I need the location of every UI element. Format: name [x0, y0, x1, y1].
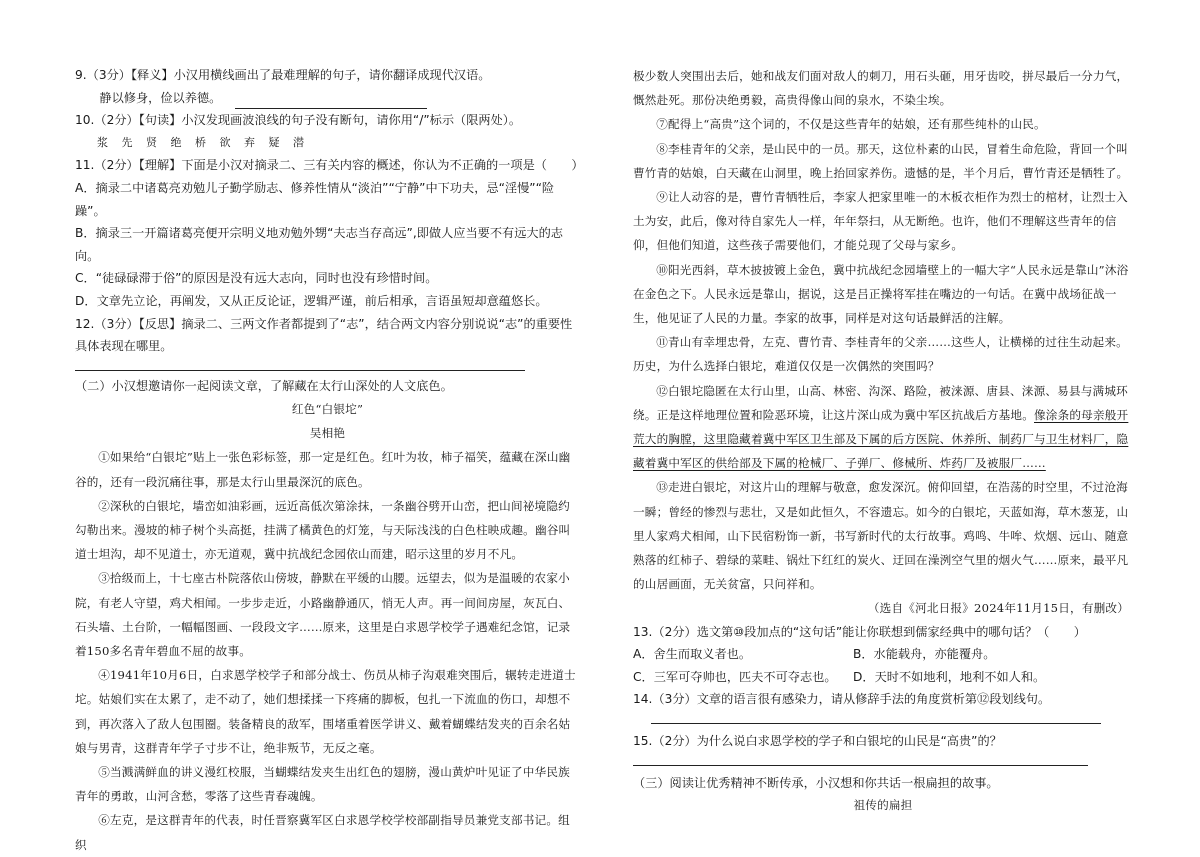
answer-line[interactable] [235, 96, 427, 109]
left-column [75, 64, 584, 857]
right-column [633, 64, 1133, 816]
paragraph-10: ⑩阳光西斜，草木披披镀上金色，冀中抗战纪念园墙壁上的一幅大字“人民永远是靠山”沐浴在金色之下。人民永远是靠山，据说，这是吕正操将军挂在嘴边的一句话。在冀中战场征战一生，他见证了人民的力量。李家的故事，同样是对这句话最鲜活的注解。 [633, 262, 1129, 326]
section-3-intro: （三）阅读让优秀精神不断传承，小汉想和你共话一根扁担的故事。 [633, 775, 999, 790]
article-author: 吴相艳 [309, 426, 346, 441]
question-11-option-d: D．文章先立论，再阐发，又从正反论证，逻辑严谨，前后相承，言语虽短却意蕴悠长。 [75, 293, 548, 308]
paragraph-6: ⑥左克，是这群青年的代表，时任晋察冀军区白求恩学校学校部副指导员兼党支部书记。组织 [75, 813, 570, 852]
question-10: 10.（2分）【句读】小汉发现画波浪线的句子没有断句，请你用“/”标示（限两处）。 [75, 113, 522, 128]
paragraph-6-continued: 极少数人突围出去后，她和战友们面对敌人的刺刀，用石头砸，用牙齿咬，拼尽最后一分力气，慨然赴死。那份决绝勇毅，高贵得像山间的泉水，不染尘埃。 [633, 69, 1129, 108]
answer-line[interactable] [75, 370, 525, 371]
question-12: 12.（3分）【反思】摘录二、三两文作者都提到了“志”，结合两文内容分别说说“志”的重要性具体表现在哪里。 [75, 316, 573, 354]
source-note: （选自《河北日报》2024年11月15日，有删改） [867, 601, 1129, 616]
paragraph-3: ③拾级而上，十七座古朴院落依山傍坡，静默在平缓的山腰。远望去，似为是温暖的农家小院，有老人守望，鸡犬相闻。一步步走近，小路幽静通仄，悄无人声。再一间间房屋，灰瓦白、石头墙、土台阶，一幅幅图画、一段段文字……原来，这里是白求恩学校学子遇难纪念馆，记录着150多名青年碧血不屈的故事。 [75, 571, 571, 658]
paragraph-1: ①如果给“白银坨”贴上一张色彩标签，那一定是红色。红叶为妆，柿子福笑，蕴藏在深山幽谷的，还有一段沉痛往事，那是太行山里最深沉的底色。 [75, 450, 571, 489]
paragraph-11: ⑪青山有幸埋忠骨，左克、曹竹青、李桂青年的父亲……这些人，让横梯的过往生动起来。历史，为什么选择白银坨，难道仅仅是一次偶然的突围吗？ [633, 335, 1128, 374]
paragraph-2: ②深秋的白银坨，墙峦如油彩画，远近高低次第涂抹，一条幽谷劈开山峦，把山间祕境隐约勾勒出来。漫坡的柿子树个头高挺，挂满了橘黄色的灯笼，与天际浅浅的白色柱映成趣。幽谷叫道士坦沟，却不见道士，亦无道观，冀中抗战纪念园依山而建，昭示这里的岁月不凡。 [75, 498, 571, 562]
article-title: 红色“白银坨” [291, 402, 364, 417]
question-13-options-row-1 [633, 643, 1133, 666]
question-13-option-d: D．天时不如地利，地利不如人和。 [853, 669, 1046, 684]
question-14: 14.（3分）文章的语言很有感染力，请从修辞手法的角度赏析第⑫段划线句。 [633, 692, 1051, 707]
question-11-option-c: C．“徒碌碌滞于俗”的原因是没有远大志向，同时也没有珍惜时间。 [75, 271, 438, 286]
paragraph-4: ④1941年10月6日，白求恩学校学子和部分战士、伤员从柿子沟艰难突围后，辗转走进道士坨。姑娘们实在太累了，走不动了，她们想揉揉一下疼痛的脚板，包扎一下流血的伤口，却想不到，再次落入了敌人包围圈。装备精良的敌军，围堵重着医学讲义、戴着蝴蝶结发夹的百余名姑娘与男青，这群青年学子寸步不让，绝非叛节，无反之毫。 [75, 668, 576, 755]
paragraph-5: ⑤当溅满鲜血的讲义漫红校服，当蝴蝶结发夹生出红色的翅膀，漫山黄炉叶见证了中华民族青年的勇敢，山河含愁，零落了这些青春魂魄。 [75, 764, 570, 804]
question-13-options-row-2 [633, 666, 1133, 689]
question-13-option-a: A．舍生而取义者也。 [633, 647, 752, 662]
question-9-sentence [75, 87, 580, 110]
paragraph-12-text: ⑫白银坨隐匿在太行山里，山高、林密、沟深、路险，被涞源、唐县、涞源、易县与满城环绕。正是这样地理位置和险恶环境，让这片深山成为冀中军区抗战后方基地。 [633, 383, 1128, 422]
section-2-intro: （二）小汉想邀请你一起阅读文章，了解藏在太行山深处的人文底色。 [75, 378, 453, 393]
paragraph-13: ⑬走进白银坨，对这片山的理解与敬意，愈发深沉。俯仰回望，在浩荡的时空里，不过沧海一瞬；曾经的惨烈与悲壮，又是如此恒久，不容遗忘。如今的白银坨，天蓝如海，草木葱茏，山里人家鸡犬相闻，山下民宿粉饰一新，书写新时代的太行故事。鸡鸣、牛哞、炊烟、远山、随意熟落的红柿子、碧绿的菜畦、锅灶下红红的炭火、迂回在澡洌空气里的烟火气……原来，最平凡的山居画面，无关贫富，只问祥和。 [633, 480, 1129, 592]
paragraph-7: ⑦配得上“高贵”这个词的，不仅是这些青年的姑娘，还有那些纯朴的山民。 [656, 117, 1046, 132]
answer-line[interactable] [651, 723, 1101, 724]
question-13-option-b: B．水能载舟，亦能覆舟。 [853, 647, 996, 662]
question-11-option-a: A．摘录二中诸葛亮劝勉儿子勤学励志、修养性情从“淡泊”“宁静”中下功夫，忌“淫慢”“险躁”。 [75, 180, 555, 218]
question-11-option-b: B．摘录三一开篇诸葛亮便开宗明义地劝勉外甥“夫志当存高远”,即做人应当要不有远大的志向。 [75, 226, 563, 263]
question-9: 9.（3分）【释义】小汉用横线画出了最难理解的句子，请你翻译成现代汉语。 [75, 68, 491, 82]
question-11: 11.（2分）【理解】下面是小汉对摘录二、三有关内容的概述，你认为不正确的一项是（ ） [75, 158, 584, 173]
answer-line[interactable] [633, 765, 1088, 766]
question-13: 13.（2分）选文第⑩段加点的“这句话”能让你联想到儒家经典中的哪句话？（ ） [633, 624, 1086, 639]
paragraph-12 [633, 379, 1133, 476]
question-15: 15.（2分）为什么说白求恩学校的学子和白银坨的山民是“高贵”的？ [633, 734, 1002, 749]
question-13-option-c: C．三军可夺帅也，匹夫不可夺志也。 [633, 669, 837, 684]
q9-sentence-text: 静以修身，俭以养德。 [99, 90, 222, 105]
paragraph-9: ⑨让人动容的是，曹竹青牺牲后，李家人把家里唯一的木板衣柜作为烈士的棺材，让烈士入土为安，此后，像对待自家先人一样，年年祭扫，从无断绝。也许，他们不理解这些青年的信仰，但他们知道，这些孩子需要他们，才能兑现了父母与家乡。 [633, 190, 1128, 253]
paragraph-12-underlined: 像涂条的母亲般开荒大的胸膛，这里隐藏着冀中军区卫生部及下属的后方医院、休养所、制药厂与卫生材料厂，隐藏着冀中军区的供给部及下属的枪械厂、子弹厂、修械所、炸药厂及被服厂…… [633, 407, 1129, 471]
section-3-title: 祖传的扁担 [853, 798, 913, 813]
question-10-sentence: 浆 先 贤 绝 桥 欲 弃 疑 潜 [97, 135, 309, 149]
paragraph-8: ⑧李桂青年的父亲，是山民中的一员。那天，这位朴素的山民，冒着生命危险，背回一个叫曹竹青的姑娘，白天藏在山洞里，晚上抬回家养伤。遗憾的是，半个月后，曹竹青还是牺牲了。 [633, 141, 1129, 180]
